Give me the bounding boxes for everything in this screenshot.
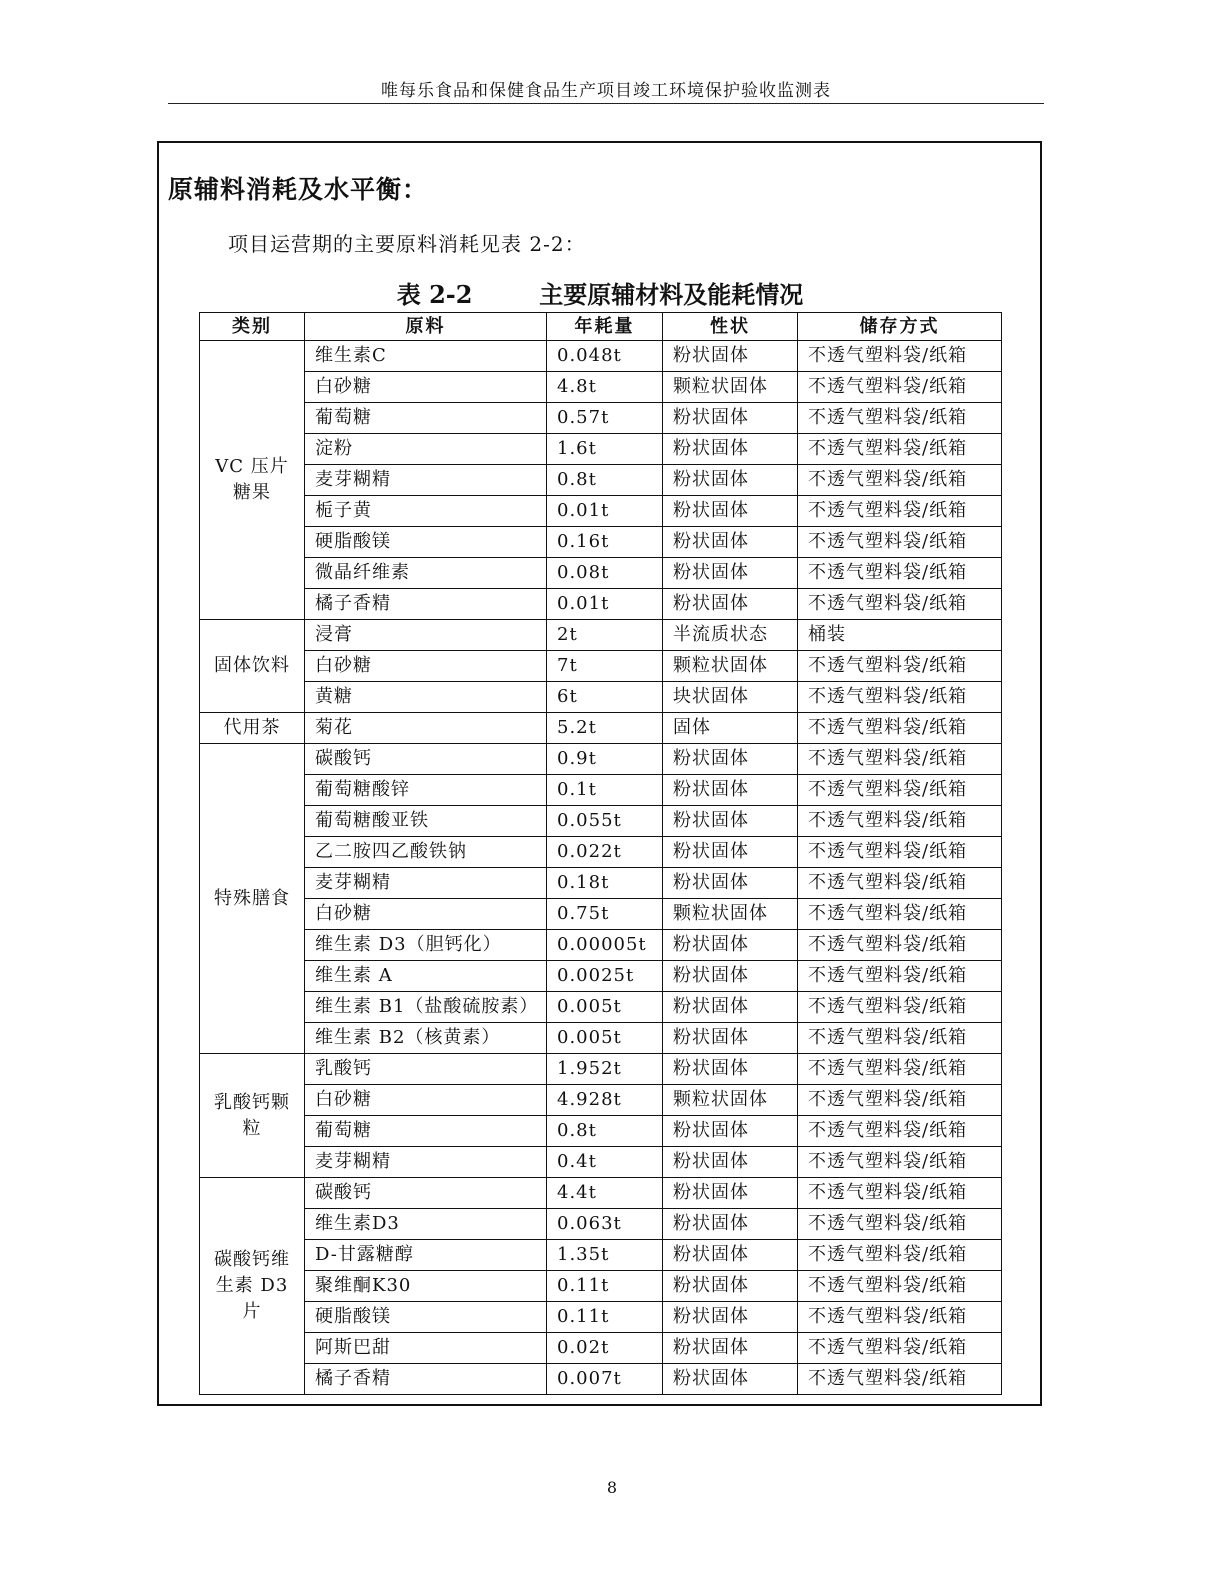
material-cell: 聚维酮K30 (305, 1271, 547, 1302)
form-cell: 粉状固体 (663, 465, 798, 496)
table-row (200, 961, 1002, 992)
form-cell: 粉状固体 (663, 558, 798, 589)
form-cell: 粉状固体 (663, 1240, 798, 1271)
form-cell: 颗粒状固体 (663, 372, 798, 403)
storage-cell: 不透气塑料袋/纸箱 (798, 1302, 1002, 1333)
storage-cell: 不透气塑料袋/纸箱 (798, 1023, 1002, 1054)
material-cell: 硬脂酸镁 (305, 1302, 547, 1333)
material-cell: 白砂糖 (305, 372, 547, 403)
storage-cell: 不透气塑料袋/纸箱 (798, 1240, 1002, 1271)
consumption-cell: 0.8t (547, 465, 663, 496)
form-cell: 粉状固体 (663, 930, 798, 961)
category-cell (200, 713, 305, 744)
table-row (200, 1023, 1002, 1054)
table-row (200, 403, 1002, 434)
form-cell: 固体 (663, 713, 798, 744)
storage-cell: 不透气塑料袋/纸箱 (798, 992, 1002, 1023)
material-cell: 阿斯巴甜 (305, 1333, 547, 1364)
form-cell: 粉状固体 (663, 1302, 798, 1333)
table-row (200, 1302, 1002, 1333)
form-cell: 块状固体 (663, 682, 798, 713)
storage-cell: 不透气塑料袋/纸箱 (798, 403, 1002, 434)
material-cell: 菊花 (305, 713, 547, 744)
storage-cell: 不透气塑料袋/纸箱 (798, 558, 1002, 589)
consumption-cell: 0.9t (547, 744, 663, 775)
consumption-cell: 2t (547, 620, 663, 651)
header-form: 性状 (663, 313, 798, 341)
storage-cell: 不透气塑料袋/纸箱 (798, 961, 1002, 992)
material-cell: 硬脂酸镁 (305, 527, 547, 558)
table-row (200, 434, 1002, 465)
consumption-cell: 0.005t (547, 992, 663, 1023)
form-cell: 粉状固体 (663, 806, 798, 837)
material-cell: 橘子香精 (305, 1364, 547, 1395)
header-material: 原料 (305, 313, 547, 341)
table-row (200, 837, 1002, 868)
consumption-cell: 0.048t (547, 341, 663, 372)
material-cell: 淀粉 (305, 434, 547, 465)
category-label: 固体饮料 (213, 655, 290, 676)
storage-cell: 不透气塑料袋/纸箱 (798, 1209, 1002, 1240)
storage-cell: 不透气塑料袋/纸箱 (798, 465, 1002, 496)
form-cell: 粉状固体 (663, 434, 798, 465)
material-cell: 碳酸钙 (305, 744, 547, 775)
table-row (200, 620, 1002, 651)
material-cell: 碳酸钙 (305, 1178, 547, 1209)
form-cell: 粉状固体 (663, 744, 798, 775)
form-cell: 粉状固体 (663, 1209, 798, 1240)
storage-cell: 不透气塑料袋/纸箱 (798, 744, 1002, 775)
material-cell: 维生素D3 (305, 1209, 547, 1240)
category-label: 特殊膳食 (213, 887, 290, 909)
storage-cell: 不透气塑料袋/纸箱 (798, 527, 1002, 558)
consumption-cell: 0.4t (547, 1147, 663, 1178)
table-header-row (200, 313, 1002, 341)
material-cell: 麦芽糊精 (305, 868, 547, 899)
consumption-cell: 0.11t (547, 1302, 663, 1333)
category-cell (200, 1054, 305, 1178)
table-row (200, 1333, 1002, 1364)
consumption-cell: 0.75t (547, 899, 663, 930)
material-cell: 白砂糖 (305, 1085, 547, 1116)
material-cell: 浸膏 (305, 620, 547, 651)
material-cell: 白砂糖 (305, 651, 547, 682)
material-cell: 葡萄糖 (305, 1116, 547, 1147)
header-storage: 储存方式 (798, 313, 1002, 341)
form-cell: 颗粒状固体 (663, 1085, 798, 1116)
table-row (200, 1178, 1002, 1209)
table-row (200, 868, 1002, 899)
table-row (200, 930, 1002, 961)
table-row (200, 682, 1002, 713)
form-cell: 粉状固体 (663, 837, 798, 868)
consumption-cell: 0.01t (547, 589, 663, 620)
storage-cell: 不透气塑料袋/纸箱 (798, 868, 1002, 899)
form-cell: 粉状固体 (663, 527, 798, 558)
consumption-cell: 0.11t (547, 1271, 663, 1302)
consumption-cell: 0.57t (547, 403, 663, 434)
form-cell: 粉状固体 (663, 992, 798, 1023)
storage-cell: 不透气塑料袋/纸箱 (798, 1116, 1002, 1147)
form-cell: 半流质状态 (663, 620, 798, 651)
form-cell: 粉状固体 (663, 961, 798, 992)
form-cell: 颗粒状固体 (663, 651, 798, 682)
table-row (200, 1271, 1002, 1302)
storage-cell: 不透气塑料袋/纸箱 (798, 341, 1002, 372)
table-body (200, 341, 1002, 1395)
material-cell: 维生素 A (305, 961, 547, 992)
consumption-cell: 0.8t (547, 1116, 663, 1147)
storage-cell: 不透气塑料袋/纸箱 (798, 1085, 1002, 1116)
material-cell: 葡萄糖酸锌 (305, 775, 547, 806)
material-cell: 麦芽糊精 (305, 1147, 547, 1178)
form-cell: 粉状固体 (663, 1054, 798, 1085)
form-cell: 粉状固体 (663, 1116, 798, 1147)
table-row (200, 527, 1002, 558)
storage-cell: 不透气塑料袋/纸箱 (798, 434, 1002, 465)
material-cell: 乳酸钙 (305, 1054, 547, 1085)
material-cell: D-甘露糖醇 (305, 1240, 547, 1271)
form-cell: 粉状固体 (663, 341, 798, 372)
table-row (200, 372, 1002, 403)
storage-cell: 不透气塑料袋/纸箱 (798, 1054, 1002, 1085)
consumption-cell: 0.022t (547, 837, 663, 868)
material-cell: 微晶纤维素 (305, 558, 547, 589)
category-cell (200, 744, 305, 1054)
storage-cell: 不透气塑料袋/纸箱 (798, 775, 1002, 806)
consumption-cell: 5.2t (547, 713, 663, 744)
consumption-cell: 1.35t (547, 1240, 663, 1271)
consumption-cell: 0.16t (547, 527, 663, 558)
table-row (200, 1147, 1002, 1178)
storage-cell: 不透气塑料袋/纸箱 (798, 930, 1002, 961)
consumption-cell: 0.055t (547, 806, 663, 837)
consumption-cell: 4.4t (547, 1178, 663, 1209)
material-cell: 葡萄糖 (305, 403, 547, 434)
form-cell: 粉状固体 (663, 403, 798, 434)
table-row (200, 744, 1002, 775)
category-label: VC 压片糖果 (215, 456, 289, 503)
consumption-cell: 1.952t (547, 1054, 663, 1085)
table-row (200, 899, 1002, 930)
table-row (200, 1085, 1002, 1116)
storage-cell: 不透气塑料袋/纸箱 (798, 1147, 1002, 1178)
storage-cell: 不透气塑料袋/纸箱 (798, 713, 1002, 744)
consumption-cell: 1.6t (547, 434, 663, 465)
storage-cell: 不透气塑料袋/纸箱 (798, 682, 1002, 713)
category-cell (200, 620, 305, 713)
table-row (200, 1116, 1002, 1147)
material-cell: 乙二胺四乙酸铁钠 (305, 837, 547, 868)
material-cell: 维生素C (305, 341, 547, 372)
table-row (200, 992, 1002, 1023)
form-cell: 粉状固体 (663, 1333, 798, 1364)
form-cell: 粉状固体 (663, 1271, 798, 1302)
consumption-cell: 0.1t (547, 775, 663, 806)
form-cell: 粉状固体 (663, 496, 798, 527)
form-cell: 粉状固体 (663, 775, 798, 806)
storage-cell: 不透气塑料袋/纸箱 (798, 1271, 1002, 1302)
storage-cell: 不透气塑料袋/纸箱 (798, 496, 1002, 527)
header-category: 类别 (200, 313, 305, 341)
material-cell: 葡萄糖酸亚铁 (305, 806, 547, 837)
material-cell: 维生素 D3（胆钙化） (305, 930, 547, 961)
consumption-cell: 4.928t (547, 1085, 663, 1116)
material-cell: 栀子黄 (305, 496, 547, 527)
form-cell: 粉状固体 (663, 1023, 798, 1054)
header-rule (168, 103, 1044, 104)
storage-cell: 不透气塑料袋/纸箱 (798, 589, 1002, 620)
form-cell: 颗粒状固体 (663, 899, 798, 930)
table-row (200, 558, 1002, 589)
material-cell: 麦芽糊精 (305, 465, 547, 496)
storage-cell: 不透气塑料袋/纸箱 (798, 899, 1002, 930)
storage-cell: 不透气塑料袋/纸箱 (798, 1364, 1002, 1395)
table-row (200, 465, 1002, 496)
form-cell: 粉状固体 (663, 868, 798, 899)
consumption-cell: 0.005t (547, 1023, 663, 1054)
category-label: 碳酸钙维生素 D3 片 (213, 1249, 290, 1322)
table-row (200, 1240, 1002, 1271)
table-row (200, 775, 1002, 806)
consumption-cell: 0.007t (547, 1364, 663, 1395)
form-cell: 粉状固体 (663, 1364, 798, 1395)
storage-cell: 桶装 (798, 620, 1002, 651)
table-row (200, 713, 1002, 744)
page-number: 8 (606, 1478, 618, 1497)
material-cell: 维生素 B1（盐酸硫胺素） (305, 992, 547, 1023)
consumption-cell: 6t (547, 682, 663, 713)
material-cell: 维生素 B2（核黄素） (305, 1023, 547, 1054)
table-row (200, 589, 1002, 620)
storage-cell: 不透气塑料袋/纸箱 (798, 1178, 1002, 1209)
material-cell: 黄糖 (305, 682, 547, 713)
category-label: 乳酸钙颗粒 (213, 1091, 290, 1139)
table-row (200, 1054, 1002, 1085)
storage-cell: 不透气塑料袋/纸箱 (798, 372, 1002, 403)
table-row (200, 1209, 1002, 1240)
materials-table (199, 312, 1002, 1395)
storage-cell: 不透气塑料袋/纸箱 (798, 806, 1002, 837)
category-cell (200, 1178, 305, 1395)
consumption-cell: 0.18t (547, 868, 663, 899)
consumption-cell: 7t (547, 651, 663, 682)
table-row (200, 496, 1002, 527)
section-heading: 原辅料消耗及水平衡： (168, 175, 429, 204)
material-cell: 白砂糖 (305, 899, 547, 930)
consumption-cell: 0.0025t (547, 961, 663, 992)
consumption-cell: 0.063t (547, 1209, 663, 1240)
category-cell (200, 341, 305, 620)
consumption-cell: 0.00005t (547, 930, 663, 961)
table-row (200, 1364, 1002, 1395)
table-row (200, 341, 1002, 372)
consumption-cell: 0.08t (547, 558, 663, 589)
form-cell: 粉状固体 (663, 589, 798, 620)
material-cell: 橘子香精 (305, 589, 547, 620)
table-row (200, 806, 1002, 837)
category-label: 代用茶 (223, 717, 281, 738)
form-cell: 粉状固体 (663, 1178, 798, 1209)
storage-cell: 不透气塑料袋/纸箱 (798, 651, 1002, 682)
page-header: 唯每乐食品和保健食品生产项目竣工环境保护验收监测表 (381, 81, 831, 101)
table-caption: 表 2-2 主要原辅材料及能耗情况 (396, 280, 804, 309)
storage-cell: 不透气塑料袋/纸箱 (798, 837, 1002, 868)
header-annual-consumption: 年耗量 (547, 313, 663, 341)
storage-cell: 不透气塑料袋/纸箱 (798, 1333, 1002, 1364)
consumption-cell: 0.01t (547, 496, 663, 527)
form-cell: 粉状固体 (663, 1147, 798, 1178)
intro-text: 项目运营期的主要原料消耗见表 2-2： (228, 232, 586, 256)
table-row (200, 651, 1002, 682)
consumption-cell: 4.8t (547, 372, 663, 403)
consumption-cell: 0.02t (547, 1333, 663, 1364)
